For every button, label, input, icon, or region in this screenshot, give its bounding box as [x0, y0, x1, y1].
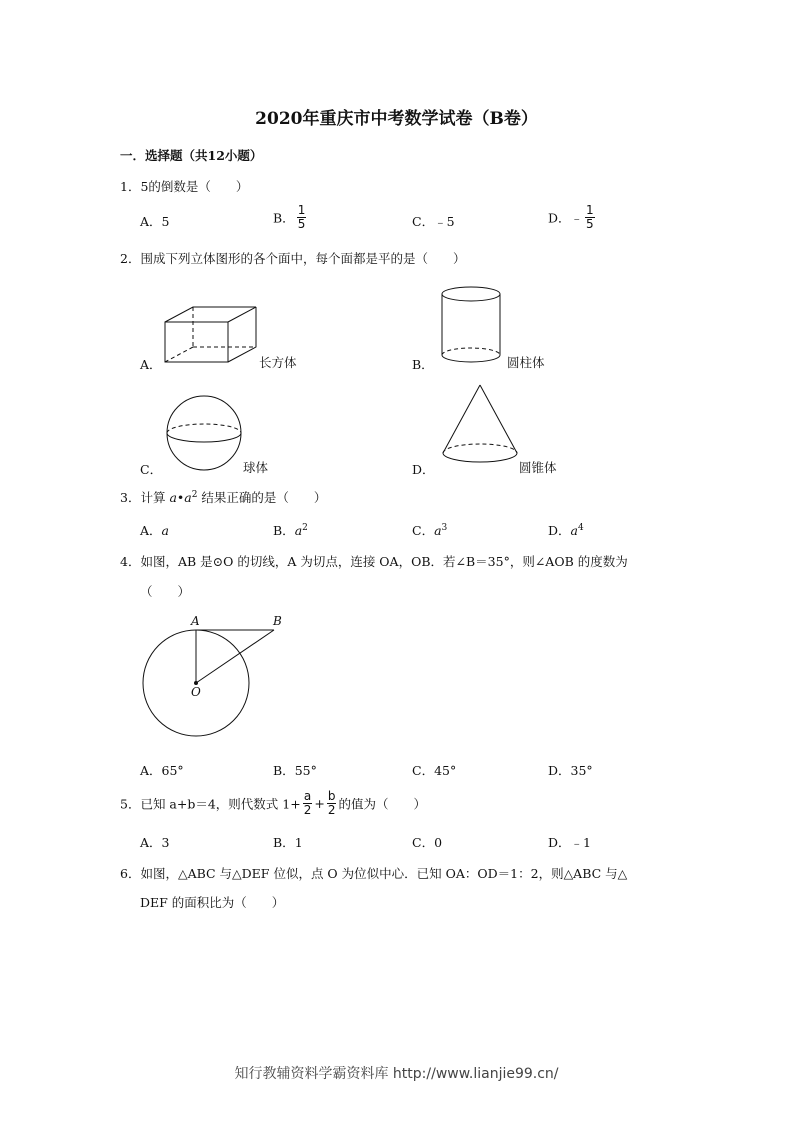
- point-o-label: O: [191, 685, 201, 699]
- question-5: 5．已知 a+b＝4，则代数式 1+ $\frac{a}{2}$ + $\frac{b}{2}$ 的值为（ ）: [120, 789, 426, 817]
- q3-option-b: B．$a^2$: [273, 522, 308, 538]
- q2-option-d-caption: 圆锥体: [519, 460, 557, 475]
- fraction-a-over-2: $\frac{a}{2}$: [303, 789, 312, 817]
- cylinder-figure: [438, 285, 508, 365]
- footer-watermark: 知行教辅资料学霸资料库 http://www.lianjie99.cn/: [234, 1066, 559, 1082]
- q1-option-c: C．﹣5: [412, 214, 455, 229]
- fraction-b-over-2: $\frac{b}{2}$: [327, 789, 336, 817]
- q2-option-b-label: B．: [412, 357, 434, 372]
- question-6-line-2: DEF 的面积比为（ ）: [140, 895, 285, 910]
- question-6-line-1: 6．如图，△ABC 与△DEF 位似，点 O 为位似中心．已知 OA：OD＝1：2，则△ABC 与△: [120, 866, 628, 881]
- page-title: 2020年重庆市中考数学试卷（B卷）: [255, 109, 538, 129]
- question-3: 3．计算 $a•a^2$ 结果正确的是（ ）: [120, 489, 327, 505]
- question-1: 1．5的倒数是（ ）: [120, 179, 249, 194]
- question-4-line-2: （ ）: [140, 584, 191, 599]
- q2-option-a-caption: 长方体: [259, 355, 297, 370]
- q1-option-b: B． $\frac{1}{5}$: [273, 203, 306, 231]
- q1-option-a: A．5: [140, 214, 170, 229]
- q3-option-d: D．$a^4$: [548, 522, 584, 538]
- fraction: $\frac{1}{5}$: [297, 203, 306, 231]
- point-a-label: A: [191, 614, 200, 628]
- q2-option-d-label: D．: [412, 462, 435, 477]
- q2-option-b-caption: 圆柱体: [507, 355, 545, 370]
- q4-option-b: B．55°: [273, 763, 317, 778]
- cuboid-figure: [160, 305, 260, 365]
- q4-option-d: D．35°: [548, 763, 593, 778]
- sphere-figure: [164, 393, 244, 473]
- q3-option-a: A．a: [140, 523, 169, 538]
- cone-figure: [440, 383, 520, 473]
- q5-option-d: D．﹣1: [548, 835, 591, 850]
- fraction: $\frac{1}{5}$: [586, 203, 594, 231]
- point-b-label: B: [273, 614, 282, 628]
- q2-option-c-caption: 球体: [243, 460, 269, 475]
- q3-option-c: C．$a^3$: [412, 522, 448, 538]
- question-2: 2．围成下列立体图形的各个面中，每个面都是平的是（ ）: [120, 251, 466, 266]
- q2-option-a-label: A．: [140, 357, 162, 372]
- tangent-circle-figure: [140, 613, 300, 743]
- question-4-line-1: 4．如图，AB 是⊙O 的切线，A 为切点，连接 OA，OB．若∠B＝35°，则∠AOB 的度数为: [120, 554, 628, 569]
- q5-option-c: C．0: [412, 835, 443, 850]
- q4-option-c: C．45°: [412, 763, 457, 778]
- q4-option-a: A．65°: [140, 763, 184, 778]
- q5-option-a: A．3: [140, 835, 170, 850]
- section-heading: 一．选择题（共12小题）: [120, 148, 263, 163]
- q5-option-b: B．1: [273, 835, 303, 850]
- q1-option-d: D．﹣ $\frac{1}{5}$: [548, 203, 594, 231]
- q2-option-c-label: C．: [140, 462, 163, 477]
